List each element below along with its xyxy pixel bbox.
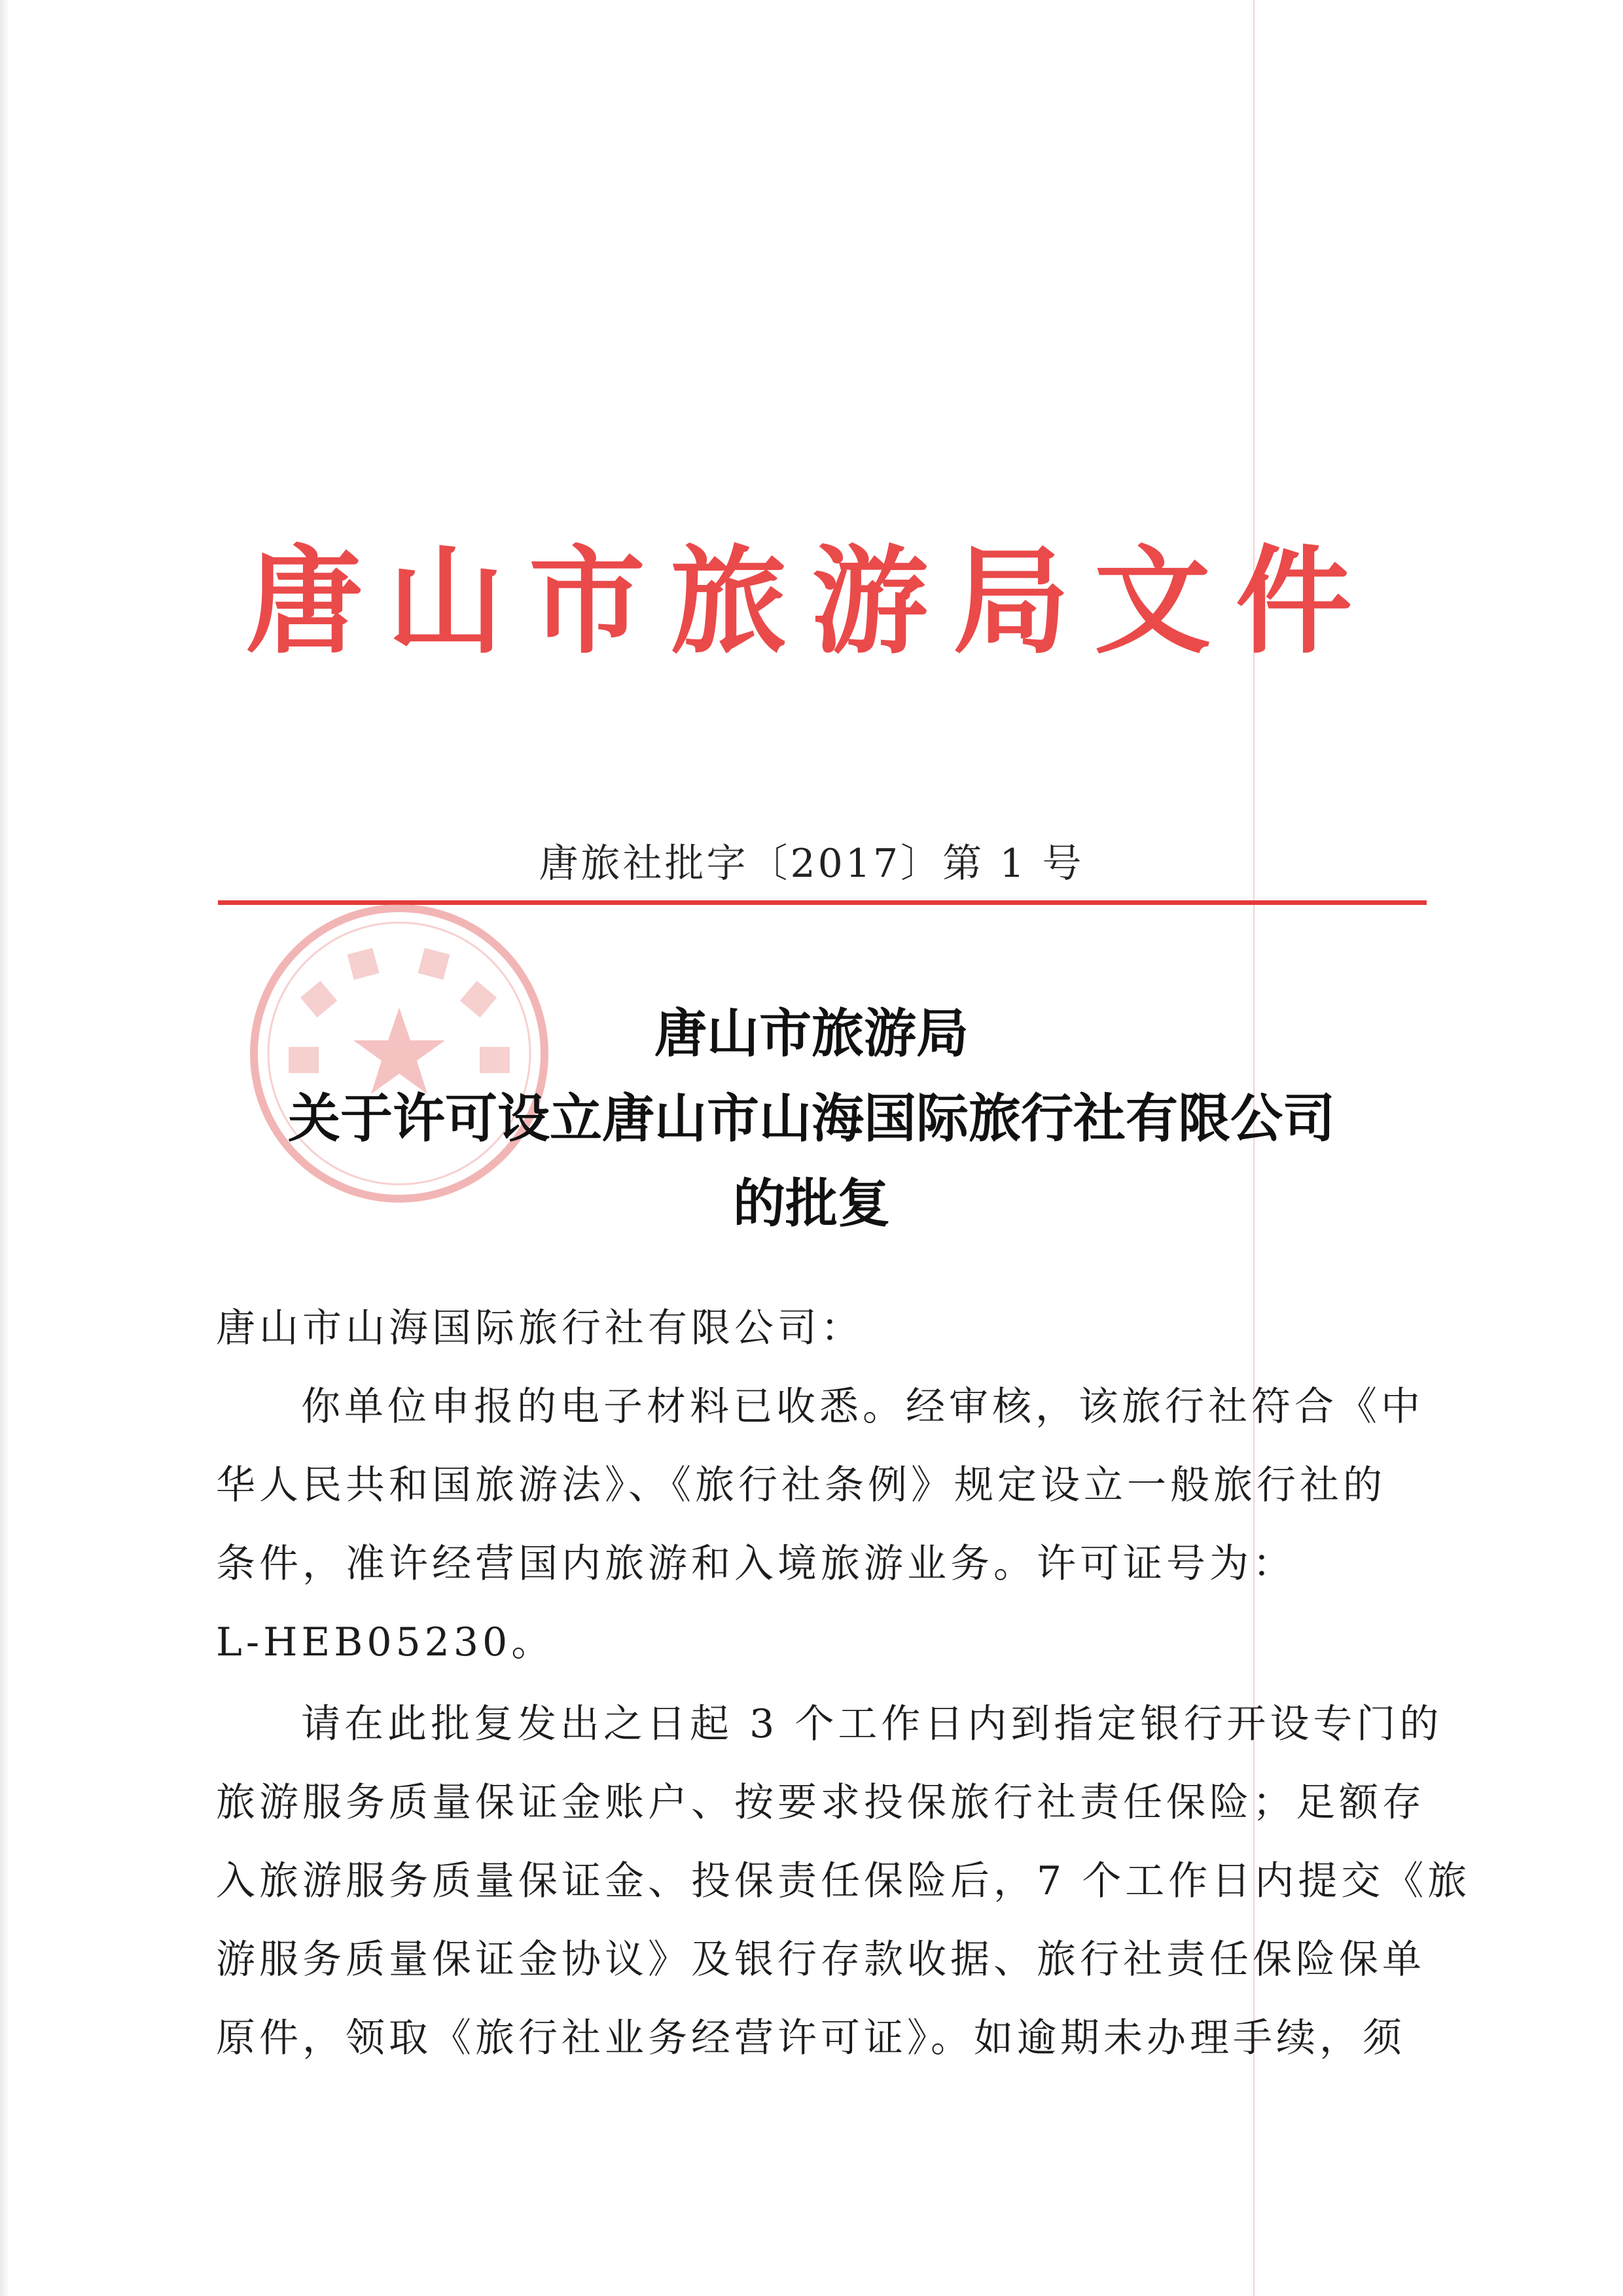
document-number: 唐旅社批字〔2017〕第 1 号 bbox=[539, 841, 1084, 887]
body-line: 华人民共和国旅游法》、《旅行社条例》规定设立一般旅行社的 bbox=[216, 1462, 1386, 1508]
title-line-3: 的批复 bbox=[733, 1173, 890, 1234]
body-line: 原件，领取《旅行社业务经营许可证》。如逾期未办理手续，须 bbox=[216, 2015, 1406, 2061]
body-line: 旅游服务质量保证金账户、按要求投保旅行社责任保险；足额存 bbox=[216, 1780, 1425, 1826]
body-line: 请在此批复发出之日起 3 个工作日内到指定银行开设专门的 bbox=[301, 1701, 1443, 1747]
body-line: 你单位申报的电子材料已收悉。经审核，该旅行社符合《中 bbox=[301, 1384, 1424, 1430]
masthead-title: 唐山市旅游局文件 bbox=[246, 533, 1377, 669]
title-line-1: 唐山市旅游局 bbox=[654, 1003, 969, 1064]
salutation-line: 唐山市山海国际旅行社有限公司： bbox=[216, 1305, 864, 1351]
title-line-2: 关于许可设立唐山市山海国际旅行社有限公司 bbox=[288, 1088, 1335, 1149]
license-number-line: L-HEB05230。 bbox=[216, 1619, 555, 1665]
document-title bbox=[0, 991, 1623, 1246]
body-line: 入旅游服务质量保证金、投保责任保险后，7 个工作日内提交《旅 bbox=[216, 1858, 1471, 1904]
body-line: 条件，准许经营国内旅游和入境旅游业务。许可证号为： bbox=[216, 1541, 1296, 1587]
body-line: 游服务质量保证金协议》及银行存款收据、旅行社责任保险保单 bbox=[216, 1937, 1425, 1983]
